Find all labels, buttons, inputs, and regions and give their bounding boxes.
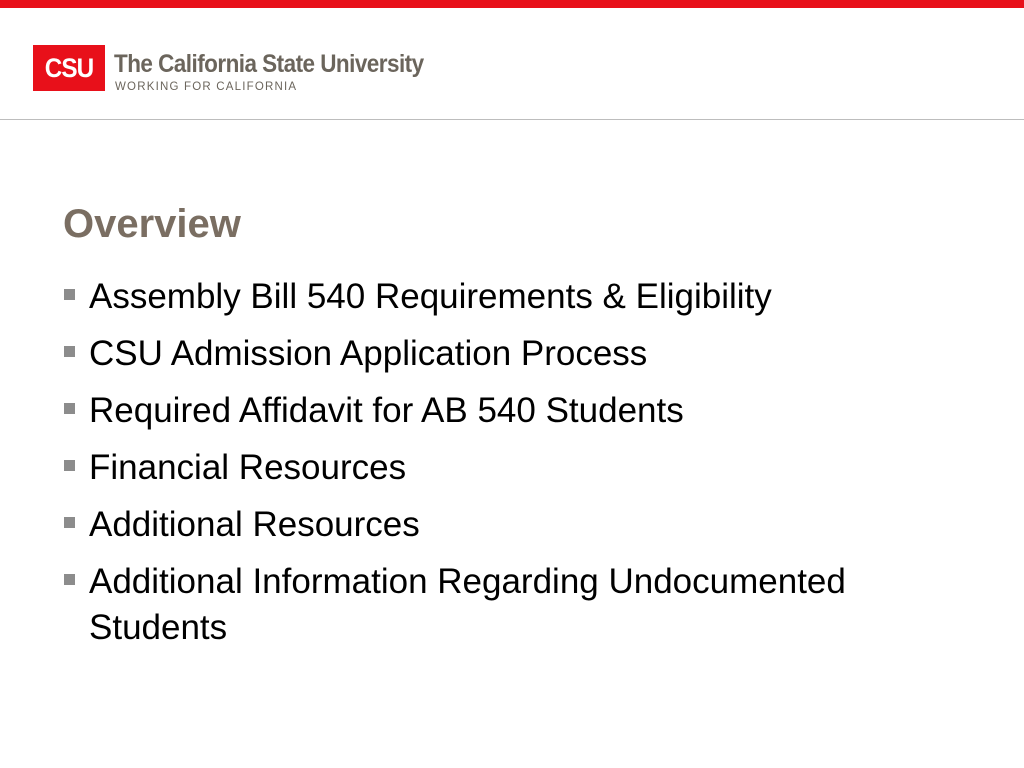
top-accent-bar [0, 0, 1024, 8]
slide-title: Overview [63, 202, 241, 246]
bullet-item [64, 502, 984, 548]
bullet-item [64, 274, 984, 320]
csu-logo-mark [33, 45, 105, 91]
square-bullet-icon [64, 289, 75, 300]
square-bullet-icon [64, 403, 75, 414]
bullet-item [64, 559, 984, 651]
bullet-item [64, 388, 984, 434]
bullet-text: CSU Admission Application Process [89, 334, 648, 373]
logo-name: The California State University [114, 50, 424, 78]
bullet-text: Assembly Bill 540 Requirements & Eligibility [89, 277, 772, 316]
header-divider [0, 119, 1024, 120]
bullet-item [64, 331, 984, 377]
square-bullet-icon [64, 460, 75, 471]
logo-mark-text: CSU [44, 52, 94, 83]
bullet-text: Required Affidavit for AB 540 Students [89, 391, 684, 430]
bullet-item [64, 445, 984, 491]
square-bullet-icon [64, 346, 75, 357]
bullet-text: Additional Resources [89, 505, 420, 544]
header [0, 8, 1024, 119]
logo-tagline: WORKING FOR CALIFORNIA [115, 81, 298, 93]
bullet-text: Financial Resources [89, 448, 407, 487]
bullet-text: Additional Information Regarding Undocumented Students [89, 562, 846, 647]
bullet-list [64, 274, 984, 662]
square-bullet-icon [64, 517, 75, 528]
square-bullet-icon [64, 574, 75, 585]
